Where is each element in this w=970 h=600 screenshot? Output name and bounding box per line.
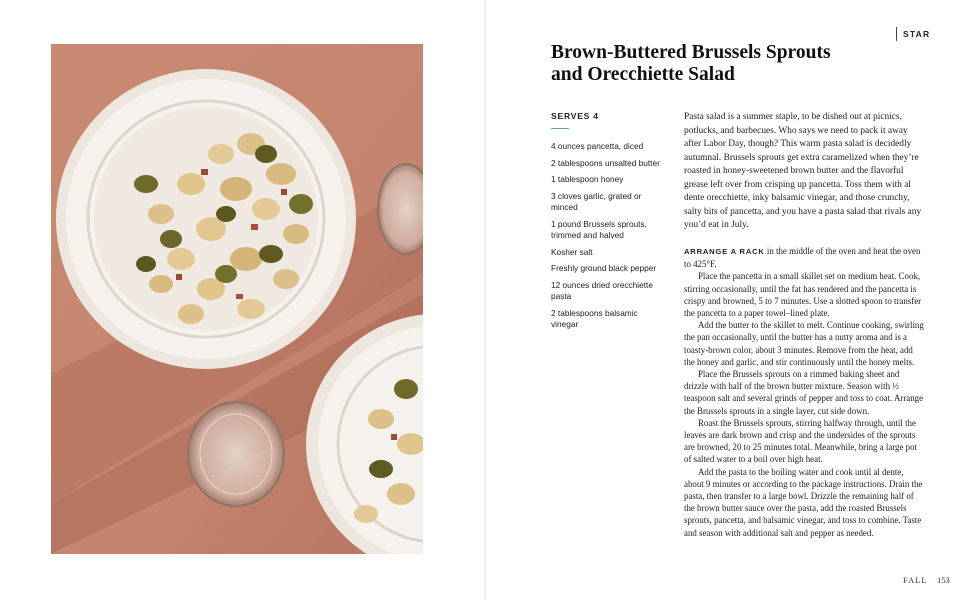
recipe-photo <box>51 44 423 554</box>
recipe-title <box>551 42 881 86</box>
ingredient-item: 1 pound Brussels sprouts, trimmed and halved <box>551 218 647 240</box>
ingredient-list <box>551 141 661 336</box>
section-tag: STAR <box>896 27 930 41</box>
method-step: Add the butter to the skillet to melt. Continue cooking, swirling the pan occasionally, until the butter has a nutty aroma and is a toasty-brown color, about 3 minutes. Remove from the heat, add the honey and garlic, and stir continuously until the honey melts. <box>684 320 924 367</box>
ingredient-item: 1 tablespoon honey <box>551 174 624 184</box>
ingredient-item: 4 ounces pancetta, diced <box>551 141 644 151</box>
method-lead: ARRANGE A RACK <box>684 247 765 256</box>
ingredient-item: Kosher salt <box>551 246 593 257</box>
photo-illustration <box>51 44 423 554</box>
method-step: Place the Brussels sprouts on a rimmed baking sheet and drizzle with half of the brown butter mixture. Season with ½ teaspoon salt and several grinds of pepper and toss to coat. Arrange the Brussels sprouts in a single layer, cut side down. <box>684 369 924 416</box>
page-number: 153 <box>937 575 950 585</box>
method-step <box>684 245 924 270</box>
recipe-method <box>684 245 924 539</box>
recipe-intro: Pasta salad is a summer staple, to be dished out at picnics, potlucks, and barbecues. Who says we need to pack it away after Labor Day, though? This warm pasta salad is decidedly autumnal. Brussels sprouts get extra caramelized when they’re roasted in honey-sweetened brown butter and the flavorful grease left over from crisping up pancetta. Toss them with al dente orecchiette, inky balsamic vinegar, and those crunchy, salty bits of pancetta, and you have a pasta salad that rivals any you’d eat in July. <box>684 112 922 230</box>
ingredient-item: Freshly ground black pepper <box>551 263 657 273</box>
recipe-title-line-2: and Orecchiette Salad <box>551 64 735 85</box>
page-gutter <box>484 0 486 600</box>
recipe-title-line-1: Brown-Buttered Brussels Sprouts <box>551 42 831 63</box>
ingredient-item: 2 tablespoons unsalted butter <box>551 157 660 168</box>
method-step: Roast the Brussels sprouts, stirring halfway through, until the leaves are dark brown and crisp and the undersides of the sprouts are browned, 20 to 25 minutes total. Meanwhile, bring a large pot of salted water to a boil over high heat. <box>684 417 917 465</box>
serves-divider <box>551 128 569 129</box>
ingredient-item: 12 ounces dried orecchiette pasta <box>551 279 653 301</box>
ingredient-item: 3 cloves garlic, grated or minced <box>551 190 642 212</box>
ingredient-item: 2 tablespoons balsamic vinegar <box>551 307 638 329</box>
serves-label: SERVES 4 <box>551 111 599 121</box>
method-step: Place the pancetta in a small skillet set on medium heat. Cook, stirring occasionally, until the fat has rendered and the pancetta is crispy and browned, 5 to 7 minutes. Use a slotted spoon to transfer the pancetta to a paper towel–lined plate. <box>684 271 922 319</box>
method-step-text: in the middle of the oven and heat the oven to 425°F. <box>684 246 921 270</box>
footer-section-name: FALL <box>903 575 928 585</box>
water-glass-bottom <box>188 402 284 506</box>
method-step: Add the pasta to the boiling water and cook until al dente, about 9 minutes or according to the package instructions. Drain the pasta, then transfer to a large bowl. Drizzle the remaining half of the brown butter sauce over the pasta, add the roasted Brussels sprouts, pancetta, and balsamic vinegar, and toss to combine. Taste and season with additional salt and pepper as needed. <box>684 466 923 538</box>
